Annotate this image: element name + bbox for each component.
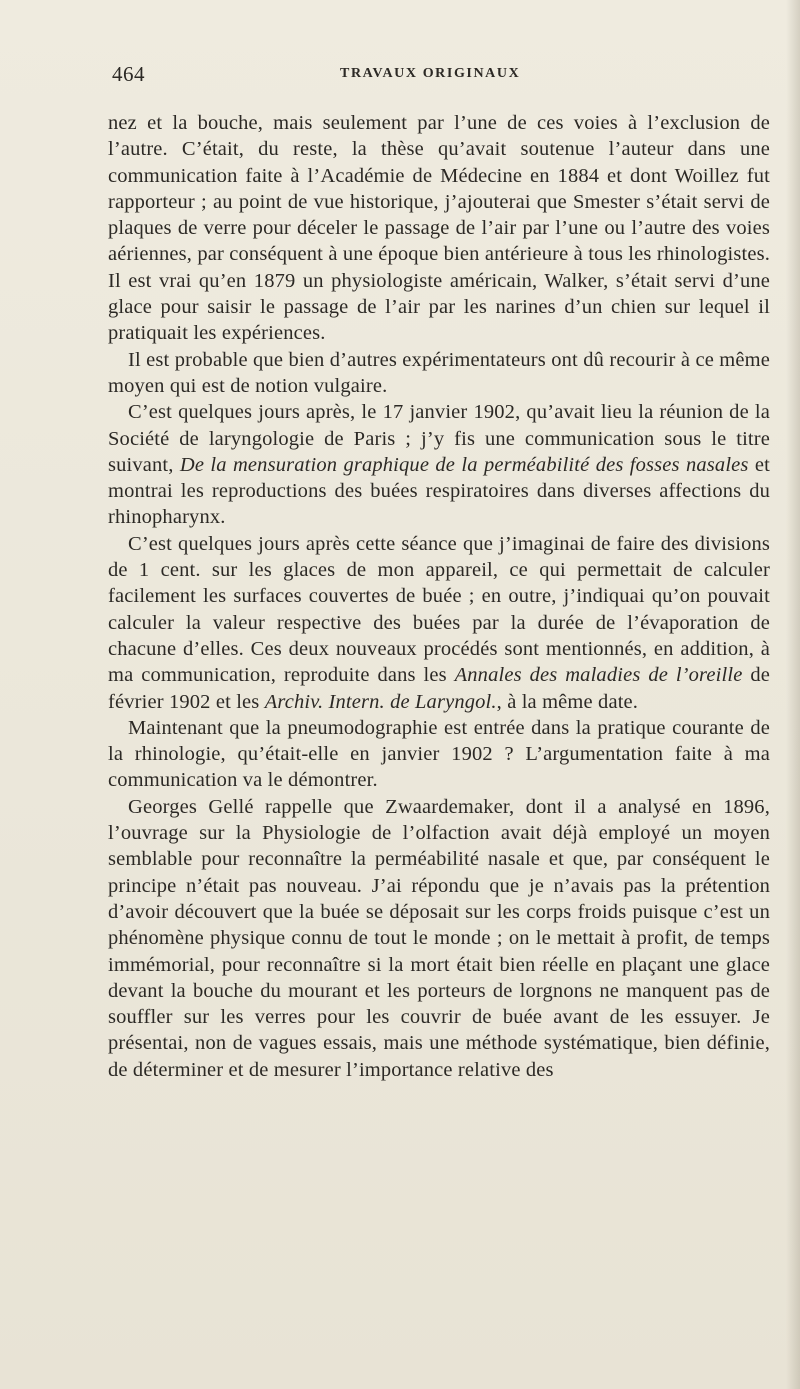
running-title: TRAVAUX ORIGINAUX [340,66,521,81]
journal-title-archiv: Archiv. Intern. de Laryngol. [264,690,497,713]
paragraph-6: Georges Gellé rappelle que Zwaardemaker, dont il a analysé en 1896, l’ouvrage sur la Physiologie de l’olfaction avait déjà employé un moyen semblable pour reconnaître la perméabilité nasale et que, par conséquent le principe n’était pas nouveau. J’ai répondu que je n’avais pas la prétention d’avoir découvert que la buée se déposait sur les corps froids puisque c’est un phénomène physique connu de tout le monde ; on le mettait à profit, de temps immémorial, pour reconnaître si la mort était bien réelle en plaçant une glace devant la bouche du mourant et les porteurs de lorgnons ne manquent pas de souffler sur les verres pour les couvrir de buée avant de les essuyer. Je présentai, non de vagues essais, mais une méthode systématique, bien définie, de déterminer et de mesurer l’importance relative des [108,795,770,1081]
paragraph-1: nez et la bouche, mais seulement par l’une de ces voies à l’exclusion de l’autre. C’était, du reste, la thèse qu’avait soutenue l’auteur dans une communication faite à l’Académie de Médecine en 1884 et dont Woillez fut rapporteur ; au point de vue historique, j’ajouterai que Smester s’était servi de plaques de verre pour déceler le passage de l’air par l’une ou l’autre des voies aériennes, par conséquent à une époque bien antérieure à tous les rhinologistes. Il est vrai qu’en 1879 un physiologiste américain, Walker, s’était servi d’une glace pour saisir le passage de l’air par les narines d’un chien sur lequel il pratiquait les expériences. [108,112,770,345]
paragraph-5: Maintenant que la pneumodographie est entrée dans la pratique courante de la rhinologie, qu’était-elle en janvier 1902 ? L’argumentation faite à ma communication va le démontrer. [108,716,770,792]
paragraph-3-text-end: et montrai les reproductions des buées respiratoires dans diverses affections du rhinopharynx. [108,453,770,529]
communication-title: De la mensuration graphique de la perméabilité des fosses nasales [179,453,749,476]
journal-title-annales: Annales des maladies de l’oreille [454,664,743,687]
body-text [108,110,770,1083]
paragraph-4-text-middle: de février 1902 et les [108,664,770,713]
paragraph-3-text-start: C’est quelques jours après, le 17 janvier 1902, qu’avait lieu la réunion de la Société de laryngologie de Paris ; j’y fis une communication sous le titre suivant, [108,401,770,476]
paragraph-3 [108,399,770,530]
paragraph-4 [108,531,770,715]
paragraph-2: Il est probable que bien d’autres expérimentateurs ont dû recourir à ce même moyen qui est de notion vulgaire. [108,348,770,397]
paragraph-4-text-end: , à la même date. [496,690,639,713]
running-head [112,62,692,92]
page-edge-shadow [786,0,800,1389]
page-number: 464 [112,62,145,86]
paragraph-4-text-start: C’est quelques jours après cette séance que j’imaginai de faire des divisions de 1 cent. sur les glaces de mon appareil, ce qui permettait de calculer facilement les surfaces couvertes de buée ; en outre, j’indiquai qu’on pouvait calculer la valeur respective des buées par la durée de l’évaporation de chacune d’elles. Ces deux nouveaux procédés sont mentionnés, en addition, à ma communication, reproduite dans les [108,532,770,687]
